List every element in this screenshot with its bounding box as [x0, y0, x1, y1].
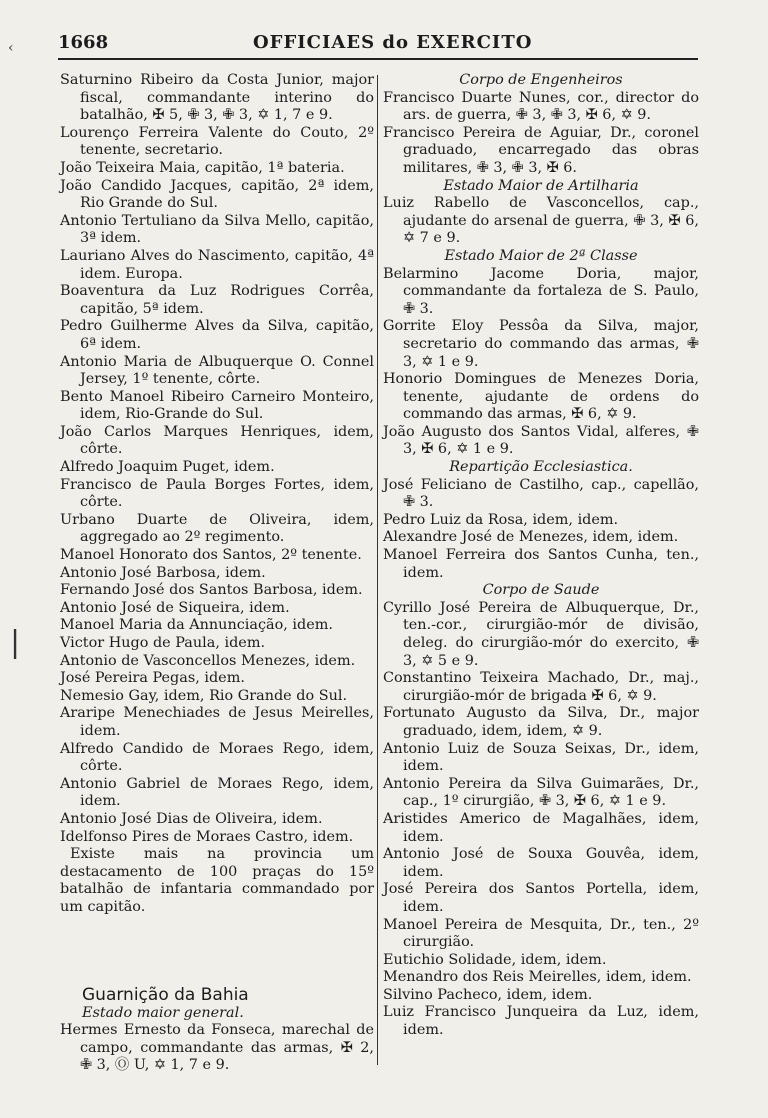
entry: Luiz Francisco Junqueira da Luz, idem, idem.	[383, 1004, 699, 1039]
margin-mark: ‹	[8, 40, 14, 56]
column-divider	[377, 75, 378, 1065]
garrison-title: Guarnição da Bahia	[82, 984, 249, 1005]
entry: Manoel Pereira de Mesquita, Dr., ten., 2º cirurgião.	[383, 916, 699, 951]
entry: Lourenço Ferreira Valente do Couto, 2º tenente, secretario.	[60, 124, 374, 159]
entry: Bento Manoel Ribeiro Carneiro Monteiro, idem, Rio-Grande do Sul.	[60, 388, 374, 423]
page-number: 1668	[58, 32, 109, 53]
left-column	[60, 72, 374, 1075]
spacer	[60, 917, 374, 985]
section-heading: Repartição Ecclesiastica.	[449, 459, 633, 476]
note-paragraph: Existe mais na provincia um destacamento de 100 praças do 15º batalhão de infantaria commandado por um capitão.	[60, 846, 374, 915]
entry: Antonio Pereira da Silva Guimarães, Dr., cap., 1º cirurgião, ✙ 3, ✠ 6, ✡ 1 e 9.	[383, 775, 699, 810]
entry: Urbano Duarte de Oliveira, idem, aggregado ao 2º regimento.	[60, 511, 374, 546]
entry: Pedro Luiz da Rosa, idem, idem.	[383, 511, 619, 528]
entry: Araripe Menechiades de Jesus Meirelles, idem.	[60, 705, 374, 739]
entry: Belarmino Jacome Doria, major, commandante da fortaleza de S. Paulo, ✙ 3.	[383, 265, 699, 317]
entry: Manoel Maria da Annunciação, idem.	[60, 617, 333, 634]
entry: Hermes Ernesto da Fonseca, marechal de campo, commandante das armas, ✠ 2, ✙ 3, Ⓞ U, ✡ 1, 7 e 9.	[60, 1022, 374, 1074]
entry: José Feliciano de Castilho, cap., capellão, ✙ 3.	[383, 476, 699, 511]
entry: Antonio Luiz de Souza Seixas, Dr., idem, idem.	[383, 740, 699, 775]
margin-bar: |	[10, 625, 21, 660]
entry: José Pereira dos Santos Portella, idem, idem.	[383, 881, 699, 915]
section-heading: Estado Maior de Artilharia	[443, 177, 639, 194]
entry: Constantino Teixeira Machado, Dr., maj., cirurgião-mór de brigada ✠ 6, ✡ 9.	[383, 670, 699, 704]
entry: Antonio José Dias de Oliveira, idem.	[60, 810, 323, 827]
entry: Alfredo Joaquim Puget, idem.	[60, 459, 275, 476]
entry: Antonio Tertuliano da Silva Mello, capitão, 3ª idem.	[60, 212, 374, 247]
section-heading: Corpo de Saude	[482, 582, 600, 599]
entry: Francisco Duarte Nunes, cor., director do ars. de guerra, ✙ 3, ✙ 3, ✠ 6, ✡ 9.	[383, 89, 699, 124]
entry: Lauriano Alves do Nascimento, capitão, 4ª idem. Europa.	[60, 247, 374, 282]
section-heading: Corpo de Engenheiros	[459, 72, 623, 88]
entry: Victor Hugo de Paula, idem.	[60, 635, 266, 651]
section-heading: Estado Maior de 2ª Classe	[444, 247, 638, 264]
entry: Nemesio Gay, idem, Rio Grande do Sul.	[60, 687, 348, 704]
page-title: OFFICIAES do EXERCITO	[253, 32, 533, 53]
entry: Antonio José de Souxa Gouvêa, idem, idem.	[383, 846, 699, 880]
entry: Fernando José dos Santos Barbosa, idem.	[60, 582, 363, 599]
entry: Francisco de Paula Borges Fortes, idem, côrte.	[60, 476, 374, 511]
entry: Eutichio Solidade, idem, idem.	[383, 951, 607, 968]
entry: João Augusto dos Santos Vidal, alferes, ✙ 3, ✠ 6, ✡ 1 e 9.	[383, 423, 699, 458]
entry: Antonio Gabriel de Moraes Rego, idem, idem.	[60, 775, 374, 810]
entry: Antonio de Vasconcellos Menezes, idem.	[60, 652, 356, 669]
entry: João Carlos Marques Henriques, idem, côrte.	[60, 423, 374, 458]
entry: João Candido Jacques, capitão, 2ª idem, Rio Grande do Sul.	[60, 177, 374, 212]
right-column	[383, 72, 699, 1040]
entry: Alexandre José de Menezes, idem, idem.	[383, 529, 679, 546]
entry: Honorio Domingues de Menezes Doria, tenente, ajudante de ordens do commando das armas, ✠ 6, ✡ 9.	[383, 371, 699, 423]
entry: Menandro dos Reis Meirelles, idem, idem.	[383, 969, 692, 986]
entry: João Teixeira Maia, capitão, 1ª bateria.	[60, 159, 345, 176]
entry: Aristides Americo de Magalhães, idem, idem.	[383, 810, 699, 845]
garrison-subtitle: Estado maior general.	[82, 1004, 244, 1021]
entry: Antonio Maria de Albuquerque O. Connel Jersey, 1º tenente, côrte.	[60, 353, 374, 388]
entry: Pedro Guilherme Alves da Silva, capitão, 6ª idem.	[60, 318, 374, 352]
header-rule	[58, 58, 698, 60]
entry: Fortunato Augusto da Silva, Dr., major graduado, idem, idem, ✡ 9.	[383, 705, 699, 739]
entry: Manoel Ferreira dos Santos Cunha, ten., idem.	[383, 547, 699, 581]
entry: Luiz Rabello de Vasconcellos, cap., ajudante do arsenal de guerra, ✙ 3, ✠ 6, ✡ 7 e 9.	[383, 195, 699, 247]
entry: Antonio José Barbosa, idem.	[60, 564, 266, 581]
entry: José Pereira Pegas, idem.	[60, 670, 245, 687]
entry: Idelfonso Pires de Moraes Castro, idem.	[60, 828, 354, 845]
entry: Gorrite Eloy Pessôa da Silva, major, secretario do commando das armas, ✙ 3, ✡ 1 e 9.	[383, 318, 699, 370]
page-header	[58, 32, 698, 56]
entry: Antonio José de Siqueira, idem.	[60, 599, 290, 616]
entry: Silvino Pacheco, idem, idem.	[383, 986, 593, 1003]
entry: Francisco Pereira de Aguiar, Dr., coronel graduado, encarregado das obras militares, ✙ 3, ✙ 3, ✠ 6.	[383, 124, 699, 176]
entry: Boaventura da Luz Rodrigues Corrêa, capitão, 5ª idem.	[60, 283, 374, 317]
entry: Saturnino Ribeiro da Costa Junior, major fiscal, commandante interino do batalhão, ✠ 5, ✙ 3, ✙ 3, ✡ 1, 7 e 9.	[60, 72, 374, 124]
entry: Alfredo Candido de Moraes Rego, idem, côrte.	[60, 740, 374, 775]
entry: Cyrillo José Pereira de Albuquerque, Dr., ten.-cor., cirurgião-mór de divisão, deleg. do cirurgião-mór do exercito, ✙ 3, ✡ 5 e 9.	[383, 599, 699, 669]
entry: Manoel Honorato dos Santos, 2º tenente.	[60, 547, 362, 564]
left-entries	[60, 72, 374, 846]
